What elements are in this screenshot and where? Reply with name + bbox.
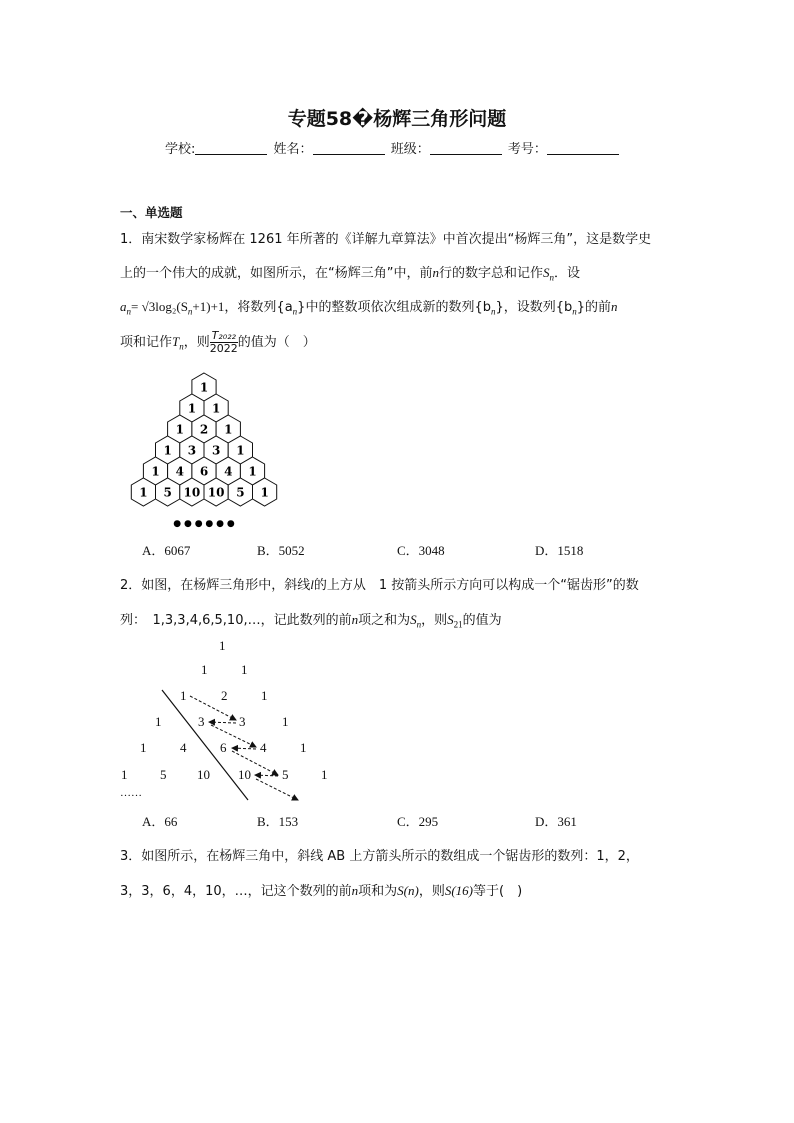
q2-text: 列： 1,3,3,4,6,5,10,…，记此数列的前	[120, 613, 352, 628]
pascal-cell: 1	[155, 714, 162, 729]
hex-cell-value: 1	[175, 422, 184, 437]
q2-text: 的值为	[462, 613, 502, 628]
hex-cell-value: 1	[187, 401, 197, 416]
pascal-cell: 6	[220, 740, 227, 755]
q2-sub-21: 21	[453, 619, 463, 630]
name-field[interactable]	[313, 142, 385, 155]
exam-number-field[interactable]	[547, 142, 619, 155]
q2-line2	[120, 609, 502, 630]
q3-text: 3，3，6，4，10，…，记这个数列的前	[120, 884, 352, 899]
pascal-cell: 1	[282, 714, 289, 729]
hex-cell-value: 1	[199, 380, 209, 395]
pascal-cell: 2	[221, 688, 228, 703]
pascal-cell: 10	[238, 767, 251, 782]
q2-var-s21: S	[447, 612, 454, 627]
pascal-cell: 3	[198, 714, 205, 729]
pascal-cell: 1	[219, 638, 226, 653]
q1-option-d[interactable]: D．1518	[535, 543, 584, 558]
pascal-cell: 5	[160, 767, 167, 782]
name-label: 姓名：	[273, 142, 313, 157]
pascal-cell: 1	[321, 767, 328, 782]
pascal-cell: 3	[239, 714, 246, 729]
q1-text: 上的一个伟大的成就，如图所示，在“杨辉三角”中，前	[120, 266, 433, 281]
q1-line3	[120, 296, 618, 317]
hex-cell-value: 4	[224, 464, 233, 479]
q2-sub-n: n	[416, 619, 422, 630]
hex-cell-value: 3	[187, 443, 197, 458]
pascal-cell: 1	[180, 688, 187, 703]
q2-line1	[120, 574, 639, 593]
hex-cell-value: 10	[183, 485, 201, 500]
arrow	[255, 775, 278, 776]
q1-text: }中的整数项依次组成新的数列{b	[297, 300, 491, 315]
pascal-cell: 4	[180, 740, 187, 755]
q3-text: 项和为	[358, 884, 398, 899]
q1-frac-numerator: T₂₀₂₂	[211, 329, 236, 342]
q1-sub-n: n	[187, 306, 193, 317]
hex-cell-value: 6	[199, 464, 209, 479]
exam-number-label: 考号：	[507, 142, 547, 157]
q1-var-s: S	[543, 265, 550, 280]
q1-var-t: T	[172, 334, 180, 349]
hex-cell-value: 1	[224, 422, 233, 437]
q1-text: ．设	[554, 266, 581, 281]
q1-line1: 1．南宋数学家杨辉在 1261 年所著的《详解九章算法》中首次提出“杨辉三角”，这是数学史	[120, 232, 652, 247]
pascal-cell: 1	[241, 662, 248, 677]
hex-cell-value: 3	[211, 443, 221, 458]
arrow	[190, 696, 236, 720]
q1-sub-n: n	[572, 306, 577, 317]
q1-fraction	[210, 330, 238, 355]
hex-cell-value: 1	[260, 485, 269, 500]
hex-cell-value: 4	[175, 464, 184, 479]
pascal-cell: 4	[260, 740, 267, 755]
hex-cell-value: 5	[163, 485, 172, 500]
diagonal-line-l	[162, 690, 248, 800]
hex-cell-value: 1	[163, 443, 172, 458]
arrow	[256, 779, 298, 800]
hex-cell-value: 1	[151, 464, 160, 479]
q3-var-sn: S(n)	[397, 883, 419, 898]
arrow	[232, 748, 256, 749]
q1-line2	[120, 262, 580, 283]
q2-options	[142, 811, 577, 830]
hex-cell-value: 1	[211, 401, 221, 416]
pascal-cell: 5	[282, 767, 289, 782]
continuation-dots: ● ● ● ● ● ●	[173, 519, 235, 529]
student-info-line	[165, 138, 621, 157]
pascal-cell: 1	[140, 740, 147, 755]
q1-sub-n: n	[292, 306, 298, 317]
q1-option-b[interactable]: B．5052	[257, 543, 305, 558]
class-field[interactable]	[430, 142, 502, 155]
q3-text: ，则	[418, 884, 445, 899]
q1-sub-n: n	[549, 272, 554, 283]
q2-option-c[interactable]: C．295	[397, 814, 439, 829]
q2-var-s: S	[410, 612, 417, 627]
q2-text: 2．如图，在杨辉三角形中，斜线	[120, 578, 311, 593]
q1-sub-n: n	[126, 306, 131, 317]
arrow	[232, 751, 278, 775]
q2-text: ，则	[421, 613, 448, 628]
hex-cell-value: 5	[236, 485, 245, 500]
q2-option-a[interactable]: A．66	[142, 814, 178, 829]
q1-text: 的值为（ ）	[237, 335, 316, 350]
q1-text: 行的数字总和记作	[438, 266, 543, 281]
school-label: 学校:	[165, 142, 196, 157]
hex-cell-value: 1	[139, 485, 148, 500]
hex-cell-value: 1	[236, 443, 245, 458]
q3-var-s16: S(16)	[444, 883, 474, 898]
hex-cell-value: 10	[207, 485, 225, 500]
q1-sub-n: n	[179, 341, 184, 352]
q1-sub-n: n	[490, 306, 496, 317]
pascal-cell: 1	[300, 740, 307, 755]
q1-formula-a: a	[120, 299, 127, 314]
q1-option-a[interactable]: A．6067	[142, 543, 191, 558]
q2-text: 项之和为	[358, 613, 411, 628]
q1-formula: +1)+1	[192, 299, 225, 314]
hex-cell-value: 2	[199, 422, 209, 437]
hexagon-pascal-figure	[118, 370, 298, 530]
q3-var-n: n	[351, 883, 359, 898]
q1-formula: = √3log₂(S	[131, 299, 188, 314]
q3-line1: 3．如图所示，在杨辉三角中，斜线 AB 上方箭头所示的数组成一个锯齿形的数列：1，2，	[120, 849, 639, 864]
hex-cell-value: 1	[248, 464, 257, 479]
q3-line2	[120, 880, 522, 899]
pascal-cell: 1	[201, 662, 208, 677]
pascal-cell: 1	[121, 767, 128, 782]
pascal-cell: 10	[197, 767, 210, 782]
zigzag-arrows	[110, 630, 350, 810]
section-heading: 一、单选题	[120, 205, 183, 220]
q1-var-n: n	[611, 299, 618, 314]
q1-text: }，设数列{b	[495, 300, 573, 315]
q1-option-c[interactable]: C．3048	[397, 543, 445, 558]
q1-text: 项和记作	[120, 335, 173, 350]
q3-text: 等于( )	[473, 884, 523, 899]
q1-frac-denominator: 2022	[209, 342, 238, 355]
q1-text: }的前	[576, 300, 612, 315]
pascal-cell: 1	[261, 688, 268, 703]
q2-var-l: l	[310, 577, 314, 592]
q2-option-d[interactable]: D．361	[535, 814, 577, 829]
arrow	[211, 725, 256, 747]
q1-text: ，将数列{a	[224, 300, 293, 315]
q2-text: 的上方从 1 按箭头所示方向可以构成一个“锯齿形”的数	[313, 578, 639, 593]
q1-var-n: n	[432, 265, 439, 280]
q1-line4	[120, 330, 316, 355]
q2-option-b[interactable]: B．153	[257, 814, 299, 829]
q1-text: ，则	[183, 335, 210, 350]
q1-options	[142, 540, 583, 559]
page-title: 专题58�杨辉三角形问题	[287, 108, 507, 130]
pascal-ellipsis: ……	[120, 787, 142, 799]
arrow	[209, 722, 236, 723]
school-field[interactable]	[195, 142, 267, 155]
class-label: 班级：	[390, 142, 430, 157]
q2-var-n: n	[351, 612, 359, 627]
